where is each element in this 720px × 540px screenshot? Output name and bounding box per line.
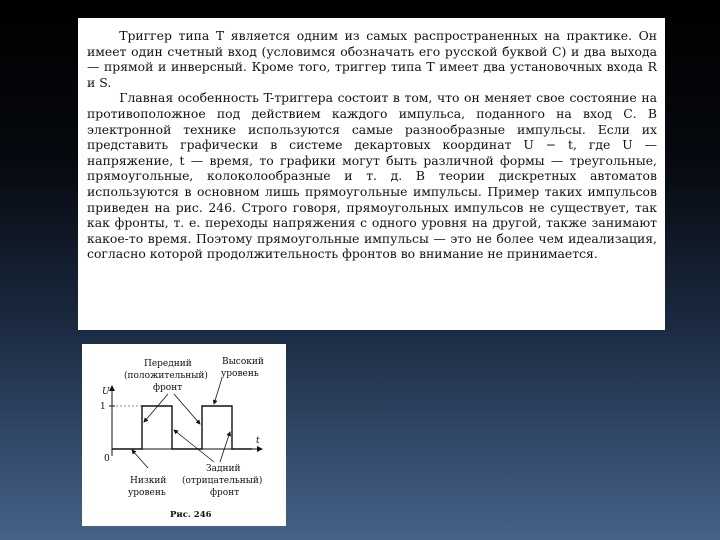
paragraph-1: Триггер типа T является одним из самых распространенных на практике. Он имеет один счетный вход (условимся обозначать его русской буквой С) и два выхода — прямой и инверсный. Кроме того, триггер типа T имеет два установочных входа R и S.	[87, 28, 657, 90]
back-arrow-2	[220, 432, 230, 462]
pulse-diagram	[82, 344, 286, 526]
u-axis-label: U	[102, 387, 110, 397]
back-label-line-1: Задний	[206, 464, 241, 474]
front-label-line-3: фронт	[153, 383, 183, 393]
high-label-line-1: Высокий	[222, 357, 264, 367]
front-arrow-1	[144, 394, 168, 422]
low-arrow	[132, 450, 148, 468]
high-arrow	[214, 378, 222, 404]
high-label-line-2: уровень	[221, 369, 259, 379]
pulse-waveform	[112, 406, 252, 449]
figure-caption: Рис. 246	[170, 510, 212, 520]
low-label-line-2: уровень	[128, 488, 166, 498]
back-label-line-3: фронт	[210, 488, 240, 498]
back-arrow-1	[174, 430, 214, 462]
tick-one-label: 1	[100, 402, 106, 412]
tick-zero-label: 0	[104, 454, 110, 464]
front-label-line-1: Передний	[144, 359, 192, 369]
text-panel	[78, 18, 665, 330]
figure-panel	[82, 344, 286, 526]
back-label-line-2: (отрицательный)	[182, 476, 263, 486]
paragraph-2: Главная особенность T-триггера состоит в том, что он меняет свое состояние на противоположное под действием каждого импульса, поданного на вход С. В электронной технике используются самые разнообразные импульсы. Если их представить графически в системе декартовых координат U − t, где U — напряжение, t — время, то графики могут быть различной формы — треугольные, прямоугольные, колоколообразные и т. д. В теории дискретных автоматов используются в основном лишь прямоугольные импульсы. Пример таких импульсов приведен на рис. 246. Строго говоря, прямоугольных импульсов не существует, так как фронты, т. е. переходы напряжения с одного уровня на другой, также занимают какое-то время. Поэтому прямоугольные импульсы — это не более чем идеализация, согласно которой продолжительность фронтов во внимание не принимается.	[87, 90, 657, 262]
t-axis-label: t	[256, 436, 260, 446]
low-label-line-1: Низкий	[130, 476, 167, 486]
front-label-line-2: (положительный)	[124, 371, 208, 381]
front-arrow-2	[174, 394, 200, 424]
